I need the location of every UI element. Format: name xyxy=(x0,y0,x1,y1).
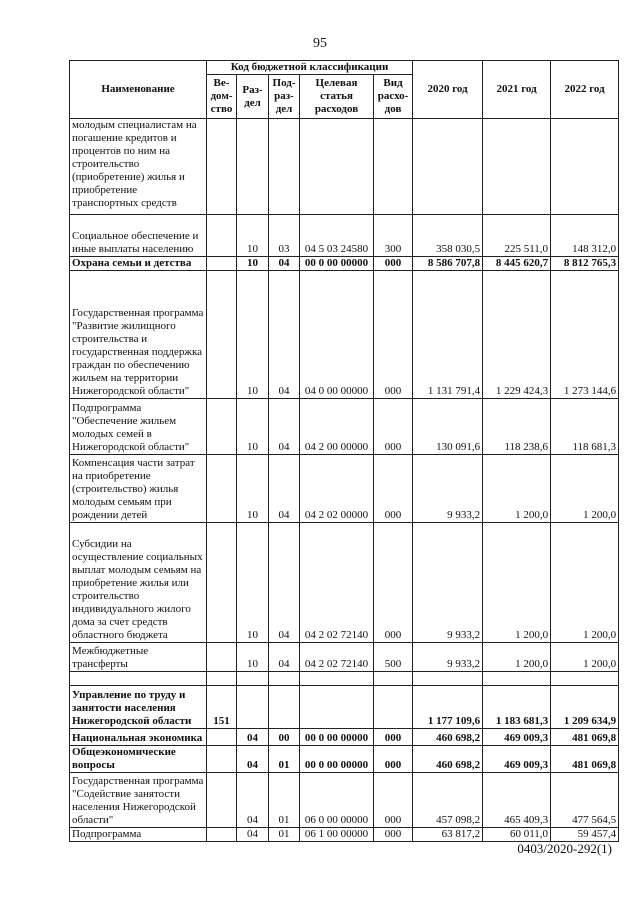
cell-s: 04 2 02 00000 xyxy=(300,455,374,523)
budget-table xyxy=(69,60,619,842)
cell-s: 00 0 00 00000 xyxy=(300,257,374,271)
cell-v xyxy=(207,399,237,455)
cell-r: 10 xyxy=(237,523,269,643)
table-row xyxy=(70,399,619,455)
cell-y2: 1 200,0 xyxy=(483,523,551,643)
cell-y2: 1 229 424,3 xyxy=(483,271,551,399)
cell-y2: 1 200,0 xyxy=(483,455,551,523)
cell-s xyxy=(300,686,374,729)
cell-r: 04 xyxy=(237,773,269,828)
cell-y2 xyxy=(483,119,551,215)
cell-y1: 9 933,2 xyxy=(413,455,483,523)
cell-r xyxy=(237,686,269,729)
header-name: Наименование xyxy=(70,61,207,119)
page-number: 95 xyxy=(313,36,327,51)
cell-r: 10 xyxy=(237,399,269,455)
cell-y1 xyxy=(413,119,483,215)
table-row xyxy=(70,257,619,271)
header-podrazdel: Под- раз- дел xyxy=(269,75,300,119)
cell-name: Государственная программа "Содействие занятости населения Нижегородской области" xyxy=(70,773,207,828)
cell-p: 04 xyxy=(269,271,300,399)
cell-y3: 1 200,0 xyxy=(551,643,619,672)
cell-y3: 1 273 144,6 xyxy=(551,271,619,399)
cell-p: 04 xyxy=(269,399,300,455)
table-row xyxy=(70,215,619,257)
table-row xyxy=(70,672,619,686)
cell-p: 04 xyxy=(269,523,300,643)
cell-y3: 118 681,3 xyxy=(551,399,619,455)
cell-y3: 481 069,8 xyxy=(551,729,619,746)
table-row xyxy=(70,643,619,672)
cell-vid: 000 xyxy=(374,773,413,828)
cell-vid: 000 xyxy=(374,399,413,455)
cell-y3: 8 812 765,3 xyxy=(551,257,619,271)
cell-y2: 469 009,3 xyxy=(483,729,551,746)
cell-vid xyxy=(374,119,413,215)
cell-y1: 9 933,2 xyxy=(413,523,483,643)
cell-s: 04 0 00 00000 xyxy=(300,271,374,399)
header-razdel: Раз- дел xyxy=(237,75,269,119)
cell-s xyxy=(300,672,374,686)
cell-y2: 1 200,0 xyxy=(483,643,551,672)
cell-p: 01 xyxy=(269,746,300,773)
header-statya: Целевая статья расходов xyxy=(300,75,374,119)
cell-vid: 000 xyxy=(374,828,413,842)
table-row xyxy=(70,455,619,523)
cell-s: 00 0 00 00000 xyxy=(300,729,374,746)
cell-r: 10 xyxy=(237,215,269,257)
table-row xyxy=(70,773,619,828)
cell-p: 03 xyxy=(269,215,300,257)
cell-y1: 63 817,2 xyxy=(413,828,483,842)
cell-name: Социальное обеспечение и иные выплаты населению xyxy=(70,215,207,257)
cell-vid: 000 xyxy=(374,455,413,523)
cell-s: 04 2 00 00000 xyxy=(300,399,374,455)
header-2021: 2021 год xyxy=(483,61,551,119)
cell-name: Подпрограмма "Обеспечение жильем молодых семей в Нижегородской области" xyxy=(70,399,207,455)
cell-v xyxy=(207,271,237,399)
cell-y2: 118 238,6 xyxy=(483,399,551,455)
cell-r: 10 xyxy=(237,455,269,523)
cell-p: 04 xyxy=(269,643,300,672)
cell-p: 04 xyxy=(269,455,300,523)
cell-v xyxy=(207,643,237,672)
cell-r xyxy=(237,119,269,215)
cell-y3: 481 069,8 xyxy=(551,746,619,773)
cell-p: 01 xyxy=(269,773,300,828)
header-2020: 2020 год xyxy=(413,61,483,119)
cell-y3: 148 312,0 xyxy=(551,215,619,257)
header-2022: 2022 год xyxy=(551,61,619,119)
cell-vid: 000 xyxy=(374,523,413,643)
cell-r: 04 xyxy=(237,729,269,746)
cell-y1: 1 131 791,4 xyxy=(413,271,483,399)
cell-name: Межбюджетные трансферты xyxy=(70,643,207,672)
cell-r: 10 xyxy=(237,257,269,271)
cell-name: Подпрограмма xyxy=(70,828,207,842)
cell-y1: 9 933,2 xyxy=(413,643,483,672)
cell-p xyxy=(269,686,300,729)
table-row xyxy=(70,271,619,399)
cell-v xyxy=(207,257,237,271)
cell-y1: 460 698,2 xyxy=(413,746,483,773)
cell-s: 04 2 02 72140 xyxy=(300,523,374,643)
cell-s: 04 2 02 72140 xyxy=(300,643,374,672)
cell-p: 01 xyxy=(269,828,300,842)
cell-s xyxy=(300,119,374,215)
cell-y3: 1 200,0 xyxy=(551,455,619,523)
cell-name: Общеэкономические вопросы xyxy=(70,746,207,773)
cell-v xyxy=(207,523,237,643)
document-code: 0403/2020-292(1) xyxy=(517,841,612,856)
header-classification: Код бюджетной классификации xyxy=(207,61,413,75)
cell-s: 06 1 00 00000 xyxy=(300,828,374,842)
cell-vid xyxy=(374,686,413,729)
cell-name: Государственная программа "Развитие жилищного строительства и государственная поддержка граждан по обеспечению жильем на территории Нижегородской области" xyxy=(70,271,207,399)
cell-v xyxy=(207,746,237,773)
cell-p xyxy=(269,672,300,686)
cell-p: 00 xyxy=(269,729,300,746)
cell-vid xyxy=(374,672,413,686)
cell-v xyxy=(207,672,237,686)
cell-y2: 1 183 681,3 xyxy=(483,686,551,729)
cell-y1: 358 030,5 xyxy=(413,215,483,257)
cell-r: 10 xyxy=(237,271,269,399)
table-row xyxy=(70,119,619,215)
cell-vid: 000 xyxy=(374,729,413,746)
cell-name: молодым специалистам на погашение кредитов и процентов по ним на строительство (приобретение) жилья и приобретение транспортных средств xyxy=(70,119,207,215)
table-row xyxy=(70,828,619,842)
cell-y1: 1 177 109,6 xyxy=(413,686,483,729)
cell-v xyxy=(207,215,237,257)
cell-y3 xyxy=(551,119,619,215)
cell-y3: 1 209 634,9 xyxy=(551,686,619,729)
cell-y1: 457 098,2 xyxy=(413,773,483,828)
cell-v xyxy=(207,828,237,842)
cell-name xyxy=(70,672,207,686)
cell-v: 151 xyxy=(207,686,237,729)
cell-vid: 000 xyxy=(374,271,413,399)
cell-s: 04 5 03 24580 xyxy=(300,215,374,257)
cell-y1: 8 586 707,8 xyxy=(413,257,483,271)
cell-y2: 225 511,0 xyxy=(483,215,551,257)
cell-name: Национальная экономика xyxy=(70,729,207,746)
cell-y2: 469 009,3 xyxy=(483,746,551,773)
cell-y3: 477 564,5 xyxy=(551,773,619,828)
cell-r: 04 xyxy=(237,746,269,773)
cell-y1 xyxy=(413,672,483,686)
cell-name: Охрана семьи и детства xyxy=(70,257,207,271)
cell-y2: 8 445 620,7 xyxy=(483,257,551,271)
header-vid: Вид расхо- дов xyxy=(374,75,413,119)
cell-vid: 000 xyxy=(374,746,413,773)
cell-y3 xyxy=(551,672,619,686)
table-row xyxy=(70,729,619,746)
cell-y2 xyxy=(483,672,551,686)
cell-p xyxy=(269,119,300,215)
cell-y3: 59 457,4 xyxy=(551,828,619,842)
cell-y2: 465 409,3 xyxy=(483,773,551,828)
table-row xyxy=(70,746,619,773)
cell-v xyxy=(207,119,237,215)
cell-s: 00 0 00 00000 xyxy=(300,746,374,773)
cell-vid: 500 xyxy=(374,643,413,672)
cell-y2: 60 011,0 xyxy=(483,828,551,842)
cell-v xyxy=(207,729,237,746)
cell-name: Управление по труду и занятости населения Нижегородской области xyxy=(70,686,207,729)
cell-v xyxy=(207,773,237,828)
cell-r: 10 xyxy=(237,643,269,672)
table-row xyxy=(70,523,619,643)
cell-vid: 300 xyxy=(374,215,413,257)
cell-name: Компенсация части затрат на приобретение (строительство) жилья молодым семьям при рождении детей xyxy=(70,455,207,523)
cell-r: 04 xyxy=(237,828,269,842)
cell-name: Субсидии на осуществление социальных выплат молодым семьям на приобретение жилья или строительство индивидуального жилого дома за счет средств областного бюджета xyxy=(70,523,207,643)
header-vedomstvo: Ве- дом- ство xyxy=(207,75,237,119)
cell-vid: 000 xyxy=(374,257,413,271)
cell-y3: 1 200,0 xyxy=(551,523,619,643)
cell-r xyxy=(237,672,269,686)
cell-y1: 130 091,6 xyxy=(413,399,483,455)
cell-y1: 460 698,2 xyxy=(413,729,483,746)
table-row xyxy=(70,686,619,729)
cell-v xyxy=(207,455,237,523)
cell-p: 04 xyxy=(269,257,300,271)
cell-s: 06 0 00 00000 xyxy=(300,773,374,828)
